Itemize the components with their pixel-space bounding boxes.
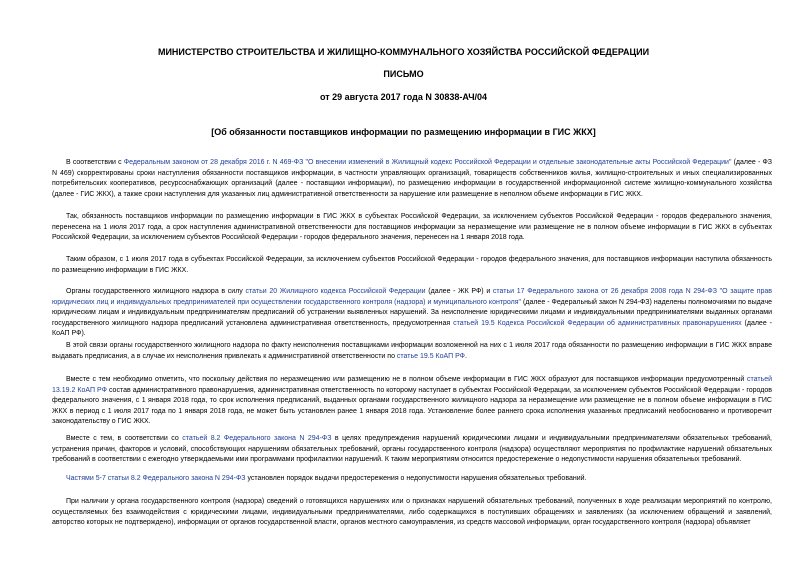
ministry-heading: МИНИСТЕРСТВО СТРОИТЕЛЬСТВА И ЖИЛИЩНО-КОММУНАЛЬНОГО ХОЗЯЙСТВА РОССИЙСКОЙ ФЕДЕРАЦИИ [157, 47, 650, 57]
link-law-294-article-8-2[interactable]: статьей 8.2 Федерального закона N 294-ФЗ [182, 435, 332, 442]
text: Органы государственного жилищного надзора в силу [66, 288, 246, 295]
link-federal-law-469[interactable]: Федеральным законом от 28 декабря 2016 г. N 469-ФЗ "О внесении изменений в Жилищный кодекс Российской Федерации и отдельные законодательные акты Российской Федерации" [123, 159, 732, 166]
paragraph-6 [52, 375, 772, 428]
paragraph-1 [52, 158, 772, 200]
text: (далее - Федеральный закон N 294-ФЗ) наделены полномочиями по выдаче юридическим лицам и индивидуальным предпринимателям предписаний об устранении выявленных нарушений. За неисполнение юридическими лицами и индивидуальными предпринимателями выданных органами государственного жилищного надзора предписаний установлена административная ответственность, предусмотренная [52, 298, 772, 327]
text: (далее - КоАП РФ). [52, 319, 772, 338]
link-koap-19-5[interactable]: статье 19.5 КоАП РФ [396, 352, 465, 360]
link-zhk-article-20[interactable]: статьи 20 Жилищного кодекса Российской Федерации [245, 288, 426, 295]
paragraph-9 [52, 497, 772, 529]
text: В этой связи органы государственного жилищного надзора по факту неисполнения поставщиками информации возложенной на них с 1 июля 2017 года обязанности по размещению информации в ГИС ЖКХ вправе выдавать предписания, а в случае их неисполнения привлекать к административной ответственности по [52, 342, 772, 360]
document-date-number: от 29 августа 2017 года N 30838-АЧ/04 [319, 92, 488, 102]
text: установлен порядок выдачи предостережения о недопустимости нарушения обязательных требований. [245, 475, 587, 482]
text: . [465, 352, 467, 360]
text: При наличии у органа государственного контроля (надзора) сведений о готовящихся нарушениях или о признаках нарушений обязательных требований, полученных в ходе реализации мероприятий по контролю, осуществляемых без взаимодействия с юридическими лицами, индивидуальными предпринимателями, либо содержащихся в поступивших обращениях и заявлениях (за исключением обращений и заявлений, авторство которых не подтверждено), информации от органов государственной власти, органов местного самоуправления, из средств массовой информации, орган государственного контроля (надзора) объявляет [52, 498, 772, 527]
text: в целях предупреждения нарушений юридическими лицами и индивидуальными предпринимателями обязательных требований, устранения причин, факторов и условий, способствующих нарушениям обязательных требований, органы государственного контроля (надзора) осуществляют мероприятия по профилактике нарушений обязательных требований в соответствии с ежегодно утверждаемыми ими программами профилактики нарушений. К таким мероприятиям относится предостережение о недопустимости нарушения обязательных требований. [52, 435, 772, 464]
paragraph-2 [52, 212, 772, 244]
paragraph-7 [52, 434, 772, 466]
link-koap-article-19-5[interactable]: статьей 19.5 Кодекса Российской Федерации об административных правонарушениях [453, 319, 742, 327]
text: (далее - ЖК РФ) и [425, 288, 493, 295]
document-subject: [Об обязанности поставщиков информации по размещению информации в ГИС ЖКХ] [211, 127, 596, 137]
text: Вместе с тем, в соответствии со [66, 435, 183, 442]
paragraph-5 [52, 341, 772, 362]
paragraph-8 [52, 474, 772, 485]
text: Вместе с тем необходимо отметить, что поскольку действия по неразмещению или размещению не в полном объеме информации в ГИС ЖКХ образуют для поставщиков информации предусмотренный [66, 376, 747, 383]
text: состав административного правонарушения, административная ответственность по которому наступает в субъектах Российской Федерации, за исключением субъектов Российской Федерации - городов федерального значения, с 1 января 2018 года, то срок исполнения предписаний, выданных органами государственного жилищного надзора за неразмещение или размещение не в полном объеме информации в ГИС ЖКХ в период с 1 июля 2017 года по 1 января 2018 года, не может быть установлен ранее 1 января 2018 года. Установление более раннего срока исполнения указанных предписаний необоснованно и противоречит законодательству о ГИС ЖКХ. [52, 386, 772, 426]
paragraph-3 [52, 255, 772, 276]
text: (далее - ФЗ N 469) скорректированы сроки наступления обязанности поставщиков информации, в частности управляющих организаций, товариществ собственников жилья, жилищно-строительных и иных специализированных потребительских кооперативов, ресурсоснабжающих организаций (далее - поставщики информации), по размещению информации в государственной информационной системе жилищно-коммунального хозяйства (далее - ГИС ЖКХ), а также сроки наступления для указанных лиц административной ответственности за нарушение или размещение в неполном объеме информации в ГИС ЖКХ. [52, 159, 772, 198]
link-koap-13-19-2[interactable]: статьей 13.19.2 КоАП РФ [52, 376, 772, 394]
link-law-294-article-17[interactable]: статьи 17 Федерального закона от 26 декабря 2008 года N 294-ФЗ "О защите прав юридических лиц и индивидуальных предпринимателей при осуществлении государственного контроля (надзора) и муниципального контроля" [52, 288, 772, 306]
text: Таким образом, с 1 июля 2017 года в субъектах Российской Федерации, за исключением субъектов Российской Федерации - городов федерального значения, для поставщиков информации наступила обязанность по размещению информации в ГИС ЖКХ. [52, 256, 772, 274]
text: В соответствии с [66, 159, 124, 166]
link-law-294-parts-5-7[interactable]: Частями 5-7 статьи 8.2 Федерального закона N 294-ФЗ [66, 475, 246, 482]
paragraph-4 [52, 287, 772, 340]
text: Так, обязанность поставщиков информации по размещению информации в ГИС ЖКХ в субъектах Российской Федерации, за исключением субъектов Российской Федерации - городов федерального значения, перенесена на 1 июля 2017 года, а срок наступления административной ответственности для поставщиков информации за неразмещение или размещение не в полном объеме информации в ГИС ЖКХ в субъектах Российской Федерации, за исключением субъектов Российской Федерации - городов федерального значения, перенесен на 1 января 2018 года. [52, 213, 772, 242]
document-type-heading: ПИСЬМО [383, 69, 424, 79]
